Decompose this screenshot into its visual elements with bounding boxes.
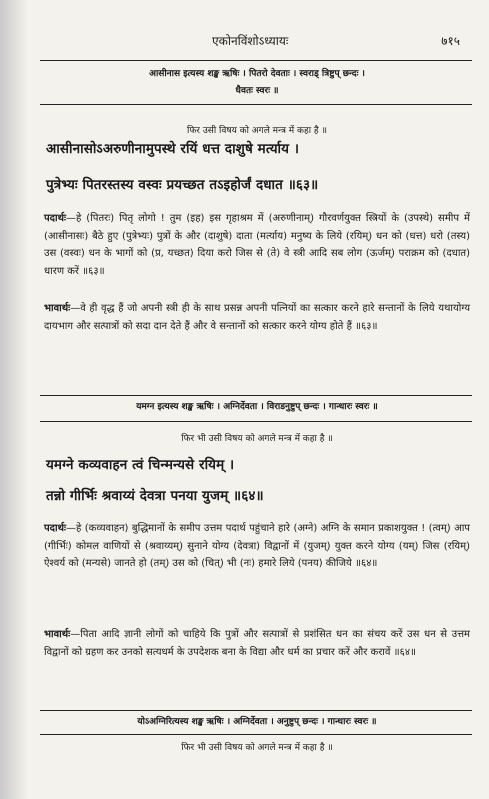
bhavartha-label: भावार्थः [44,303,71,314]
book-spine-shadow [0,0,28,799]
verse-64-mantra-line2: तन्नो गीर्भिः श्रवाय्यं देवत्रा पनया युजम् ॥६४॥ [46,488,264,504]
page-number: ७१५ [441,34,460,48]
padartha-label: पदार्थः [44,213,66,224]
verse-65-meta-rule [40,734,472,735]
verse-63-meta-line2: धैवतः स्वरः ॥ [235,86,279,96]
verse-65-top-rule [40,710,472,711]
verse-64-mantra-line1: यमग्ने कव्यवाहन त्वं चिन्मन्यसे रयिम् । [46,457,235,473]
verse-64-padartha: पदार्थः—हे (कव्यवाहन) बुद्धिमानों के समीप उत्तम पदार्थ पहुंचाने हारे (अग्ने) अग्नि के समान प्रकाशयुक्त ! (त्वम्) आप (गीर्भिः) कोमल वाणियों से (श्रवाय्यम्) सुनाने योग्य (देवत्रा) विद्वानों में (युजम्) युक्त करने योग्य (यम्) जिस (रयिम्) ऐश्वर्य को (मन्यसे) जानते हो (तम्) उस को (चित्) भी (नः) हमारे लिये (पनय) कीजिये ॥६४॥ [44,523,470,569]
verse-63-mantra-line1: आसीनासोऽअरुणीनामुपस्थे रयिं धत्त दाशुषे मर्त्याय । [46,141,300,157]
verse-63-intro: फिर उसी विषय को अगले मन्त्र में कहा है ॥ [187,126,327,136]
verse-64-top-rule [40,395,472,396]
verse-63-mantra-line2: पुत्रेभ्यः पितरस्तस्य वस्वः प्रयच्छत तऽइहोर्जं दधात ॥६३॥ [46,177,319,193]
verse-63-meta-rule [40,104,472,105]
verse-64-bhavartha: भावार्थः—पिता आदि ज्ञानी लोगों को चाहिये कि पुत्रों और सत्पात्रों से प्रशंसित धन का संचय करें उस धन से उत्तम विद्वानों को ग्रहण कर उनको सत्यधर्म के उपदेशक बना के विद्या और धर्म का प्रचार करें और करावें ॥६४॥ [44,629,470,658]
verse-63-meta-line1: आसीनास इत्यस्य शङ्ख ऋषिः । पितरो देवताः । स्वराड् त्रिष्टुप् छन्दः । [149,69,365,79]
verse-65-intro: फिर भी उसी विषय को अगले मन्त्र में कहा है ॥ [181,743,333,753]
bhavartha-label: भावार्थः [44,629,71,640]
verse-64-meta: यमग्न इत्यस्य शङ्ख ऋषिः । अग्निर्देवता । विराडनुष्टुप् छन्दः । गान्धारः स्वरः ॥ [136,402,378,412]
verse-64-meta-rule [40,421,472,422]
padartha-label: पदार्थः [44,523,66,534]
chapter-title: एकोनविंशोऽध्यायः [212,34,289,48]
verse-63-padartha: पदार्थः—हे (पितरः) पितृ लोगो ! तुम (इह) इस गृहाश्रम में (अरुणीनाम्) गौरवर्णयुक्त स्त्रियों के (उपस्थे) समीप में (आसीनासः) बैठे हुए (पुत्रेभ्यः) पुत्रों के और (दाशुषे) दाता (मर्त्याय) मनुष्य के लिये (रयिम्) धन को (धत्त) धरो (तस्य) उस (वस्वः) धन के भागों को (प्र, यच्छत) दिया करो जिस से (ते) वे स्त्री आदि सब लोग (ऊर्जम्) पराक्रम को (दधात) धारण करें ॥६३॥ [44,213,471,277]
header-rule [40,60,472,61]
verse-65-meta: योऽअग्निरित्यस्य शङ्ख ऋषिः । अग्निर्देवता । अनुष्टुप् छन्दः । गान्धारः स्वरः ॥ [137,717,377,727]
page-header [62,32,460,52]
verse-63-bhavartha: भावार्थः—वे ही वृद्ध हैं जो अपनी स्त्री ही के साथ प्रसन्न अपनी पत्नियों का सत्कार करने हारे सन्तानों के लिये यथायोग्य दायभाग और सत्पात्रों को सदा दान देते हैं और वे सन्तानों को सत्कार करने योग्य होते हैं ॥६३॥ [44,303,471,332]
verse-63-meta [44,66,470,100]
verse-64-intro: फिर भी उसी विषय को अगले मन्त्र में कहा है ॥ [181,434,333,444]
